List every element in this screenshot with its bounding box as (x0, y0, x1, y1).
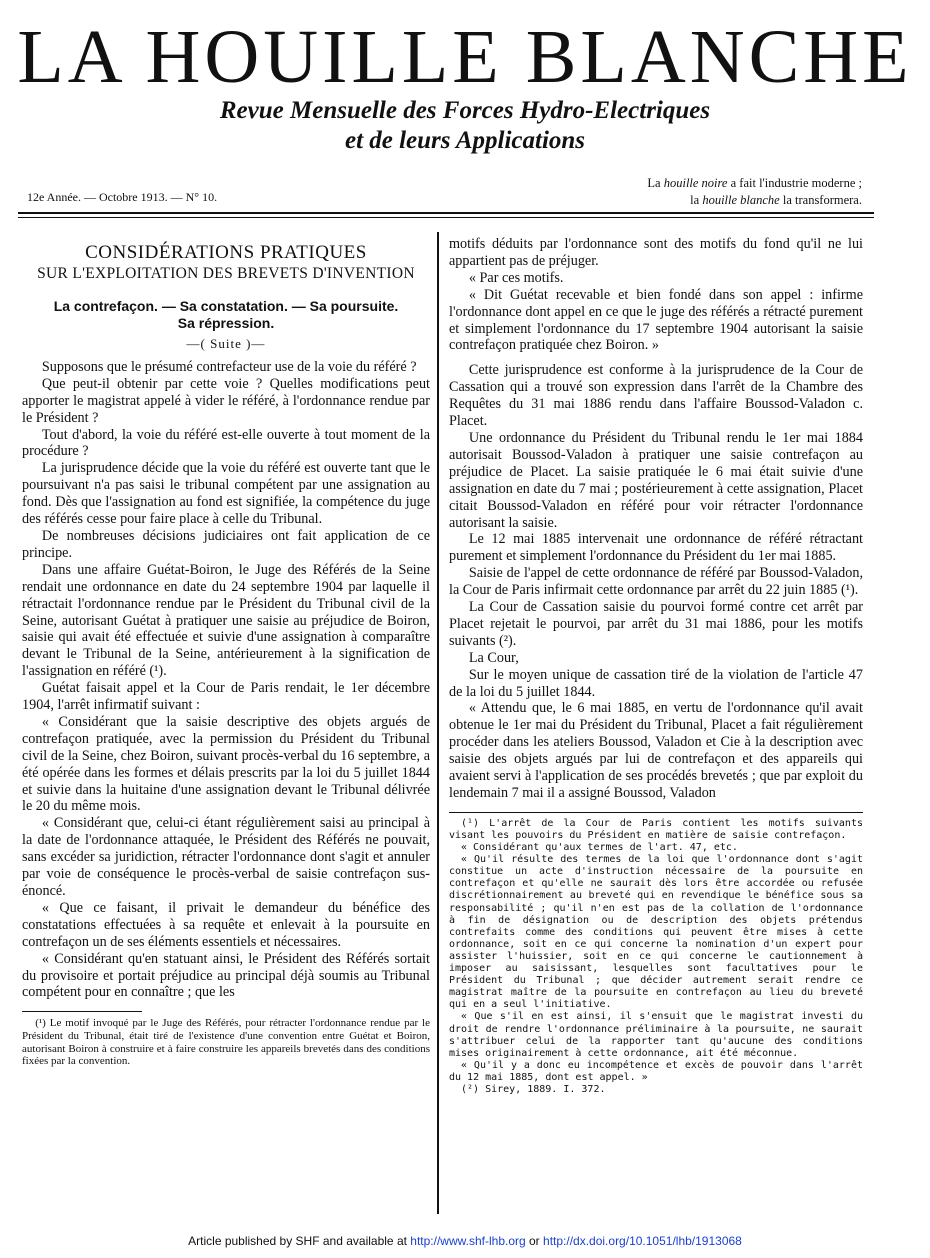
body-paragraph: De nombreuses décisions judiciaires ont fait application de ce principe. (22, 527, 430, 561)
body-paragraph: Sur le moyen unique de cassation tiré de la violation de l'article 47 de la loi du 5 juillet 1844. (449, 666, 863, 700)
footer-text: Article published by SHF and available at (188, 1234, 411, 1248)
body-paragraph: « Attendu que, le 6 mai 1885, en vertu de l'ordonnance qu'il avait obtenue le 1er mai du Président du Tribunal, Placet a fait régulièrement procéder dans les ateliers Boussod, Valadon et Cie à la description avec saisie des objets argués par lui de contrefaçon et des appareils qui avaient servi à l'application de ses procédés brevetés ; que par exploit du lendemain 7 mai il a assigné Boussod, Valadon (449, 700, 863, 801)
section-heading-1: La contrefaçon. — Sa constatation. — Sa poursuite. (53, 298, 399, 314)
body-paragraph: Le 12 mai 1885 intervenait une ordonnance de référé rétractant purement et simplement l'ordonnance du Président du 1er mai 1885. (449, 531, 863, 565)
left-body (22, 359, 430, 1001)
footnote-rule (22, 1011, 142, 1012)
body-paragraph: Que peut-il obtenir par cette voie ? Quelles modifications peut apporter le magistrat appelé à vider le référé, à l'ordonnance rendue par le Président ? (22, 375, 430, 426)
body-paragraph: motifs déduits par l'ordonnance sont des motifs du fond qu'il ne lui appartient pas de préjuger. (449, 236, 863, 269)
paragraph-gap (449, 354, 863, 362)
body-paragraph: « Considérant qu'en statuant ainsi, le Président des Référés sortait du provisoire et portait préjudice au principal déjà soumis au Tribunal compétent pour en connaître ; que les (22, 950, 430, 1001)
body-paragraph: « Dit Guétat recevable et bien fondé dans son appel : infirme l'ordonnance dont appel en ce que le juge des référés a rétracté purement et simplement l'ordonnance du 17 septembre 1904 autorisant la saisie contrefaçon pratiquée chez Boiron. » (449, 286, 863, 354)
article-title: CONSIDÉRATIONS PRATIQUES (85, 242, 367, 263)
body-paragraph: Dans une affaire Guétat-Boiron, le Juge des Référés de la Seine rendait une ordonnance en date du 24 septembre 1904 par laquelle il rétractait l'ordonnance rendue par le Président du Tribunal civil de la Seine, autorisant Guétat à pratiquer une saisie au préjudice de Boiron, saisie qui avait été effectuée et suivie d'une assignation à comparaître devant le Tribunal de la Seine, antérieurement à la signification de l'assignation en référé (¹). (22, 561, 430, 680)
motto-text: La (647, 176, 664, 190)
body-paragraph: Supposons que le présumé contrefacteur use de la voie du référé ? (41, 358, 417, 375)
motto-text: la transformera. (779, 193, 862, 207)
body-paragraph: Une ordonnance du Président du Tribunal rendu le 1er mai 1884 autorisait Boussod-Valadon à pratiquer une saisie contrefaçon au préjudice de Placet. La saisie pratiquée le 6 mai était suivie d'une assignation en date du 7 mai ; postérieurement à cette assignation, Placet citait Boussod-Valadon en référé pour voir rétracter l'ordonnance autorisant la saisie. (449, 429, 863, 531)
journal-subtitle-1: Revue Mensuelle des Forces Hydro-Electriques (219, 97, 711, 124)
body-paragraph: « Considérant que la saisie descriptive des objets argués de contrefaçon pratiquée, avec la permission du Président du Tribunal civil de la Seine, chez Boiron, suivant procès-verbal du 16 septembre, a été opérée dans les formes et délais prescrits par la loi du 5 juillet 1844 et suivie dans la huitaine d'une assignation devant le Tribunal délivrée le 20 du même mois. (22, 713, 430, 815)
body-paragraph: « Par ces motifs. (468, 269, 564, 286)
left-footnote (22, 1017, 430, 1067)
footnote-paragraph: « Qu'il y a donc eu incompétence et excès de pouvoir dans l'arrêt du 12 mai 1885, dont est appel. » (449, 1059, 863, 1083)
body-paragraph: La Cour de Cassation saisie du pourvoi formé contre cet arrêt par Placet rejetait le pourvoi, par arrêt du 31 mai 1886, pour les motifs suivants (²). (449, 599, 863, 649)
body-paragraph: La Cour, (468, 649, 519, 666)
footer-link-shf[interactable]: http://www.shf-lhb.org (410, 1234, 526, 1248)
footnote-paragraph: (²) Sirey, 1889. I. 372. (461, 1083, 606, 1095)
article-subtitle: SUR L'EXPLOITATION DES BREVETS D'INVENTION (37, 265, 415, 282)
column-separator (437, 232, 439, 1214)
footnote-rule (449, 812, 863, 813)
journal-subtitle-2: et de leurs Applications (344, 127, 586, 154)
body-paragraph: Cette jurisprudence est conforme à la jurisprudence de la Cour de Cassation qui a trouvé son expression dans l'arrêt de la Chambre des Requêtes du 31 mai 1886 rendu dans l'affaire Boussod-Valadon c. Placet. (449, 362, 863, 430)
suite-label: —( Suite )— (186, 336, 266, 351)
right-body-1 (449, 236, 863, 354)
right-body-2 (449, 362, 863, 802)
header-rule (18, 212, 874, 214)
masthead (0, 15, 930, 156)
body-paragraph: « Que ce faisant, il privait le demandeur du bénéfice des constatations effectuées à sa requête et enlevait à la poursuite en contrefaçon un de ses éléments essentiels et nécessaires. (22, 899, 430, 950)
footer-or: or (525, 1234, 544, 1248)
issue-info: 12e Année. — Octobre 1913. — N° 10. (27, 190, 218, 204)
page-footer (0, 1234, 930, 1248)
motto-emph: houille noire (663, 176, 728, 190)
motto-emph: houille blanche (702, 193, 780, 207)
motto-text: la (690, 193, 703, 207)
motto-text: a fait l'industrie moderne ; (727, 176, 862, 190)
left-column (22, 236, 430, 1068)
header-rule-thin (18, 217, 874, 218)
body-paragraph: Guétat faisait appel et la Cour de Paris rendait, le 1er décembre 1904, l'arrêt infirmatif suivant : (22, 680, 430, 714)
section-heading-2: Sa répression. (177, 315, 275, 331)
journal-title: LA HOUILLE BLANCHE (17, 15, 913, 99)
body-paragraph: Tout d'abord, la voie du référé est-elle ouverte à tout moment de la procédure ? (22, 426, 430, 460)
footnote-paragraph: « Qu'il résulte des termes de la loi que l'ordonnance dont s'agit constitue un acte d'instruction nécessaire de la poursuite en contrefaçon et qu'elle ne saurait dès lors être accordée ou refusée discrétionnairement au breveté qui en revendique le bénéfice sous sa responsabilité ; qu'il n'en est pas de la collation de l'ordonnance à fin de désignation ou de description des objets prétendus contrefaits comme des conditions qui peuvent être mises à cette ordonnance, soit en ce qui concerne la nomination d'un expert pour assister l'huissier, soit en ce qui concerne le cautionnement à imposer au saisissant, lesquelles sont facultatives pour le Président du Tribunal ; que décider autrement serait rendre ce magistrat maître de la poursuite en contrefaçon au lieu du breveté qui en a seul l'initiative. (449, 854, 863, 1011)
footnote-paragraph: « Que s'il en est ainsi, il s'ensuit que le magistrat investi du droit de rendre l'ordonnance préliminaire à la poursuite, ne saurait s'attribuer celui de la rapporter tant qu'aucune des conditions mises originairement à cette ordonnance, ait été méconnue. (449, 1011, 863, 1059)
body-paragraph: Saisie de l'appel de cette ordonnance de référé par Boussod-Valadon, la Cour de Paris infirmait cette ordonnance par arrêt du 22 juin 1885 (¹). (449, 565, 863, 599)
motto (532, 175, 862, 209)
right-column (449, 236, 863, 1096)
footnote-paragraph: « Considérant qu'aux termes de l'art. 47, etc. (461, 842, 738, 854)
footnote-paragraph: (¹) Le motif invoqué par le Juge des Référés, pour rétracter l'ordonnance rendue par le Président du Tribunal, était tiré de l'existence d'une convention entre Guétat et Boiron, autorisant Boiron à construire et à faire construire les appareils brevetés dans des conditions fixées par la convention. (22, 1017, 430, 1068)
right-footnotes (449, 818, 863, 1096)
footnote-paragraph: (¹) L'arrêt de la Cour de Paris contient les motifs suivants visant les pouvoirs du Président en matière de saisie contrefaçon. (449, 817, 863, 841)
body-paragraph: « Considérant que, celui-ci étant régulièrement saisi au principal à la date de l'ordonnance attaquée, le Président des Référés ne pouvait, sans excéder sa juridiction, rétracter l'ordonnance dont s'agit et annuler par voie de conséquence le procès-verbal de saisie contrefaçon sus-énoncé. (22, 815, 430, 899)
footer-link-doi[interactable]: http://dx.doi.org/10.1051/lhb/1913068 (543, 1234, 742, 1248)
body-paragraph: La jurisprudence décide que la voie du référé est ouverte tant que le poursuivant n'a pas saisi le tribunal compétent par une assignation au fond. Dès que l'assignation au fond est signifiée, la compétence du juge des référés cesse pour faire place à celle du Tribunal. (22, 460, 430, 528)
